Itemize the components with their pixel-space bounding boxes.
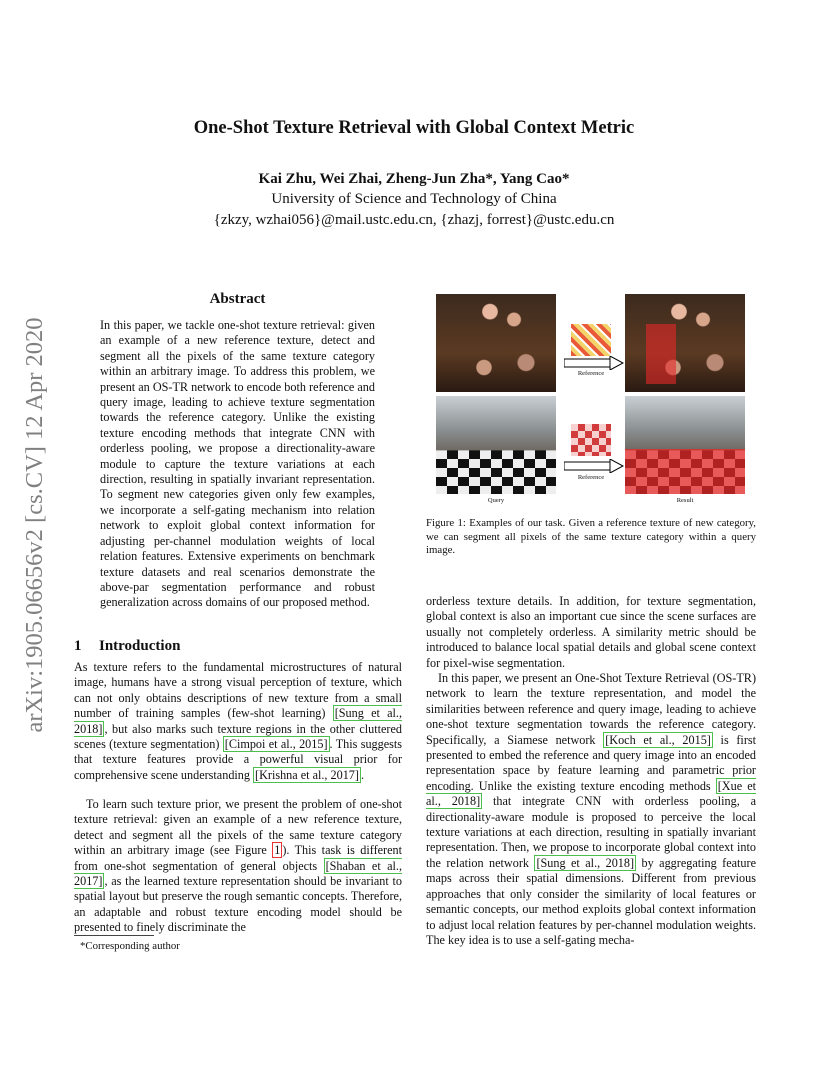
- citation-link[interactable]: [Koch et al., 2015]: [605, 732, 711, 747]
- figure-1: [436, 294, 746, 509]
- intro-paragraph-right-2: [426, 671, 756, 948]
- query-image-people: [436, 294, 556, 392]
- text-run: .: [360, 767, 364, 782]
- citation-link[interactable]: [Sung et al., 2018]: [536, 855, 635, 870]
- abstract-body: In this paper, we tackle one-shot texture retrieval: given an example of a new reference texture, detect and segment all the pixels of the same texture category within an arbitrary image. To address this problem, we present an OS-TR network to encode both reference and query image, leading to achieve texture segmentation towards the reference category. Unlike the existing texture encoding methods that integrate CNN with orderless pooling, we propose a directionality-aware module to capture the texture variations at each direction, resulting in spatially invariant representation. To segment new categories given only few examples, we incorporate a self-gating mechanism into relation network to exploit global context information for adjusting per-channel modulation weights of local relation features. Extensive experiments on benchmark texture datasets and real scenarios demonstrate the above-par segmentation performance and robust generalization across domains of our proposed method.: [100, 318, 375, 610]
- result-label: Result: [676, 497, 694, 504]
- intro-paragraph-right-1: orderless texture details. In addition, for texture segmentation, global context is also an important cue since the scene surfaces are usually not completely orderless. A similarity metric should be introduced to balance local spatial details and global scene context for pixel-wise segmentation.: [426, 594, 756, 670]
- text-run: To learn such texture prior, we present the problem of one-shot texture retrieval: given an example of a new reference texture, detect and segment all the pixels of the same texture category within an arbitrary image (see Figure: [74, 797, 402, 858]
- arrow-right-icon: [564, 459, 624, 473]
- text-run: In this paper, we present an One-Shot Texture Retrieval (OS-TR) network to learn the texture representation, and model the similarities between reference and query image, leading to achieve one-shot texture segmentation towards the reference category. Specifically, a Siamese network: [426, 671, 756, 747]
- intro-paragraph-2: [74, 797, 402, 936]
- text-run: , but also marks such texture regions in the other cluttered scenes (texture segmentation): [74, 721, 402, 752]
- citation-link[interactable]: [Cimpoi et al., 2015]: [224, 737, 328, 752]
- footnote: *Corresponding author: [80, 940, 180, 952]
- text-run: As texture refers to the fundamental microstructures of natural image, humans have a strong visual perception of texture, which can not only obtains descriptions of new texture from a small number of training samples (few-shot learning): [74, 660, 402, 721]
- text-run: , as the learned texture representation should be invariant to spatial layout but preserve the rough semantic concepts. Therefore, an adaptable and robust texture encoding model should be presented to finely discriminate the: [74, 874, 402, 935]
- reference-label: Reference: [577, 370, 605, 377]
- arrow-right-icon: [564, 356, 624, 370]
- section-title: Introduction: [99, 638, 181, 654]
- citation-link[interactable]: [Sung et al., 2018]: [74, 706, 402, 736]
- query-label: Query: [487, 497, 505, 504]
- figure-reference-link[interactable]: 1: [274, 843, 281, 858]
- footnote-rule: [74, 935, 154, 936]
- text-run: . This suggests that texture features provide a powerful visual prior for comprehensive scene understanding: [74, 737, 403, 782]
- reference-texture-stripes: [571, 324, 611, 356]
- query-image-kitchen: [436, 396, 556, 494]
- reference-label: Reference: [577, 474, 605, 481]
- author-list: Kai Zhu, Wei Zhai, Zheng-Jun Zha*, Yang Cao*: [258, 171, 570, 187]
- result-image-people: [625, 294, 745, 392]
- figure-caption: Figure 1: Examples of our task. Given a reference texture of new category, we can segment all pixels of the same texture category within a query image.: [426, 517, 756, 557]
- abstract-heading: Abstract: [209, 291, 266, 307]
- segmentation-overlay: [625, 449, 745, 494]
- reference-texture-checker: [571, 424, 611, 456]
- text-run: that integrate CNN with orderless pooling, a directionality-aware module is proposed to perceive the local texture variations at each direction, resulting in spatially invariant representation. Then, we propose to incorporate global context into the relation network: [426, 794, 757, 870]
- affiliation: University of Science and Technology of China: [271, 191, 557, 207]
- email-addresses: {zkzy, wzhai056}@mail.ustc.edu.cn, {zhazj, forrest}@ustc.edu.cn: [213, 212, 615, 228]
- citation-link[interactable]: [Shaban et al., 2017]: [74, 858, 402, 889]
- citation-link[interactable]: [Xue et al., 2018]: [426, 778, 756, 809]
- text-run: ). This task is different from one-shot segmentation of general objects: [74, 843, 402, 873]
- text-run: by aggregating feature maps across their spatial dimensions. Different from previous approaches that only consider the similarity of local features or semantic concepts, our method exploits global context information to adjust local relation features by per-channel modulation weights. The key idea is to use a self-gating mecha-: [426, 855, 756, 947]
- intro-paragraph-1: [74, 660, 402, 783]
- citation-link[interactable]: [Krishna et al., 2017]: [255, 767, 359, 782]
- section-heading-introduction: [74, 638, 180, 655]
- arxiv-identifier: [18, 290, 52, 760]
- paper-title: One-Shot Texture Retrieval with Global Context Metric: [193, 118, 635, 138]
- section-number: 1: [74, 638, 82, 654]
- segmentation-overlay: [646, 324, 676, 384]
- arxiv-identifier-text: arXiv:1905.06656v2 [cs.CV] 12 Apr 2020: [21, 317, 48, 733]
- text-run: is first presented to embed the reference and query image into an encoded representation space by feature learning and parametric prior encoding. Unlike the existing texture encoding methods: [426, 732, 757, 793]
